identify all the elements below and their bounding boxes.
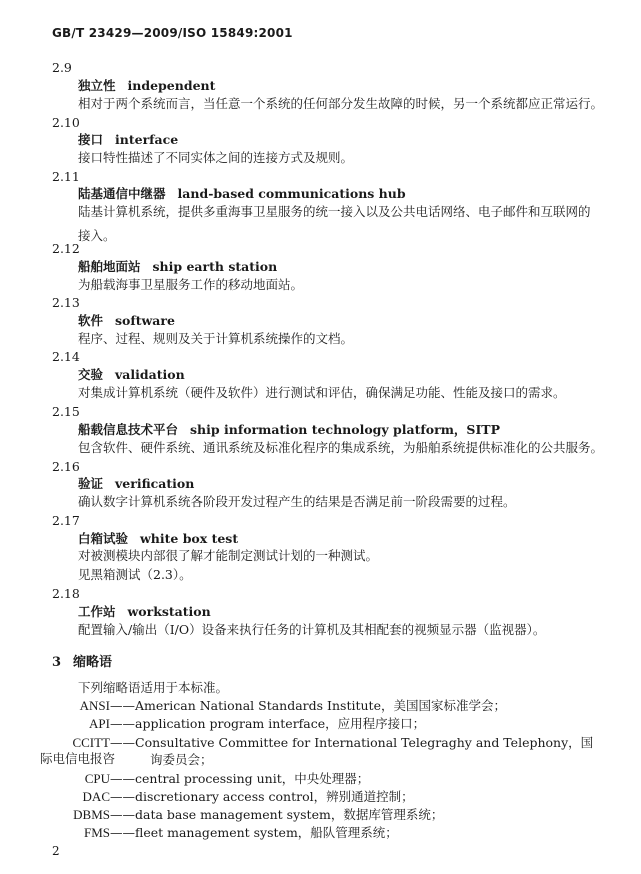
term-zh: 交验 [78, 367, 104, 382]
section-intro: 下列缩略语适用于本标准。 [78, 680, 229, 695]
abbreviation-continuation: 询委员会； [150, 752, 213, 767]
term-heading [78, 259, 277, 275]
clause-number: 2.9 [52, 60, 72, 75]
term-definition: 陆基计算机系统，提供多重海事卫星服务的统一接入以及公共电话网络、电子邮件和互联网的接入。 [78, 204, 591, 243]
clause-number: 2.11 [52, 169, 80, 184]
abbreviation-item [40, 789, 600, 805]
term-heading [78, 367, 185, 383]
term-definition: 程序、过程、规则及关于计算机系统操作的文档。 [78, 331, 354, 346]
abbreviation-item [40, 698, 600, 714]
term-zh: 验证 [78, 476, 104, 491]
abbreviation-item [40, 771, 600, 787]
term-en: white box test [140, 531, 239, 546]
clause-number: 2.16 [52, 459, 80, 474]
term-heading [78, 78, 215, 94]
abbreviation-value: ——Consultative Committee for International Telegraghy and Telephony，国际电信电报咨 [40, 735, 594, 766]
abbreviation-key: API [89, 716, 110, 731]
term-heading [78, 313, 175, 329]
term-heading [78, 422, 500, 438]
clause-number: 2.15 [52, 404, 80, 419]
term-definition: 确认数字计算机系统各阶段开发过程产生的结果是否满足前一阶段需要的过程。 [78, 494, 516, 509]
term-heading [78, 531, 238, 547]
term-heading [78, 132, 178, 148]
clause-number: 2.10 [52, 115, 80, 130]
term-zh: 接口 [78, 132, 104, 147]
standard-header: GB/T 23429—2009/ISO 15849:2001 [52, 26, 293, 40]
abbreviation-item [40, 825, 600, 841]
abbreviation-key: CCITT [72, 735, 110, 750]
abbreviation-value: ——data base management system，数据库管理系统； [110, 807, 444, 822]
section-title: 缩略语 [73, 655, 113, 670]
term-en: ship information technology platform，SITP [190, 422, 501, 437]
clause-number: 2.12 [52, 241, 80, 256]
term-definition: 为船载海事卫星服务工作的移动地面站。 [78, 277, 304, 292]
clause-number: 2.13 [52, 295, 80, 310]
term-zh: 船载信息技术平台 [78, 422, 179, 437]
term-en: land-based communications hub [177, 186, 406, 201]
term-zh: 白箱试验 [78, 531, 129, 546]
term-zh: 船舶地面站 [78, 259, 141, 274]
term-definition: 接口特性描述了不同实体之间的连接方式及规则。 [78, 150, 354, 165]
term-en: independent [127, 78, 216, 93]
term-en: verification [115, 476, 195, 491]
clause-number: 2.14 [52, 349, 80, 364]
abbreviation-key: CPU [84, 771, 110, 786]
term-en: software [115, 313, 175, 328]
abbreviation-key: DAC [82, 789, 110, 804]
term-en: validation [115, 367, 185, 382]
term-definition: 配置输入/输出（I/O）设备来执行任务的计算机及其相配套的视频显示器（监视器）。 [78, 622, 546, 637]
section-number: 3 [52, 655, 62, 670]
term-zh: 工作站 [78, 604, 116, 619]
abbreviation-value: ——central processing unit，中央处理器； [110, 771, 370, 786]
abbreviation-value: ——fleet management system，船队管理系统； [110, 825, 398, 840]
abbreviation-item [40, 716, 600, 732]
abbreviation-key: ANSI [79, 698, 110, 713]
term-zh: 软件 [78, 313, 104, 328]
abbreviation-key: FMS [83, 825, 110, 840]
term-definition: 相对于两个系统而言，当任意一个系统的任何部分发生故障的时候，另一个系统都应正常运行。 [78, 96, 604, 111]
term-en: interface [115, 132, 179, 147]
term-en: workstation [127, 604, 211, 619]
page-number: 2 [52, 844, 60, 858]
term-definition: 对被测模块内部很了解才能制定测试计划的一种测试。 [78, 548, 379, 563]
term-en: ship earth station [152, 259, 278, 274]
term-zh: 独立性 [78, 78, 116, 93]
term-note: 见黑箱测试（2.3）。 [78, 567, 192, 582]
term-heading [78, 604, 211, 620]
term-definition: 包含软件、硬件系统、通讯系统及标准化程序的集成系统，为船舶系统提供标准化的公共服务。 [78, 440, 604, 455]
clause-number: 2.17 [52, 513, 80, 528]
section-heading [52, 651, 112, 670]
abbreviation-value: ——American National Standards Institute，美国国家标准学会； [110, 698, 506, 713]
abbreviation-key: DBMS [73, 807, 110, 822]
abbreviation-item [40, 807, 600, 823]
abbreviation-value: ——application program interface，应用程序接口； [110, 716, 426, 731]
abbreviation-value: ——discretionary access control，辨别通道控制； [110, 789, 414, 804]
term-zh: 陆基通信中继器 [78, 186, 166, 201]
clause-number: 2.18 [52, 586, 80, 601]
term-definition: 对集成计算机系统（硬件及软件）进行测试和评估，确保满足功能、性能及接口的需求。 [78, 385, 566, 400]
term-heading [78, 476, 194, 492]
